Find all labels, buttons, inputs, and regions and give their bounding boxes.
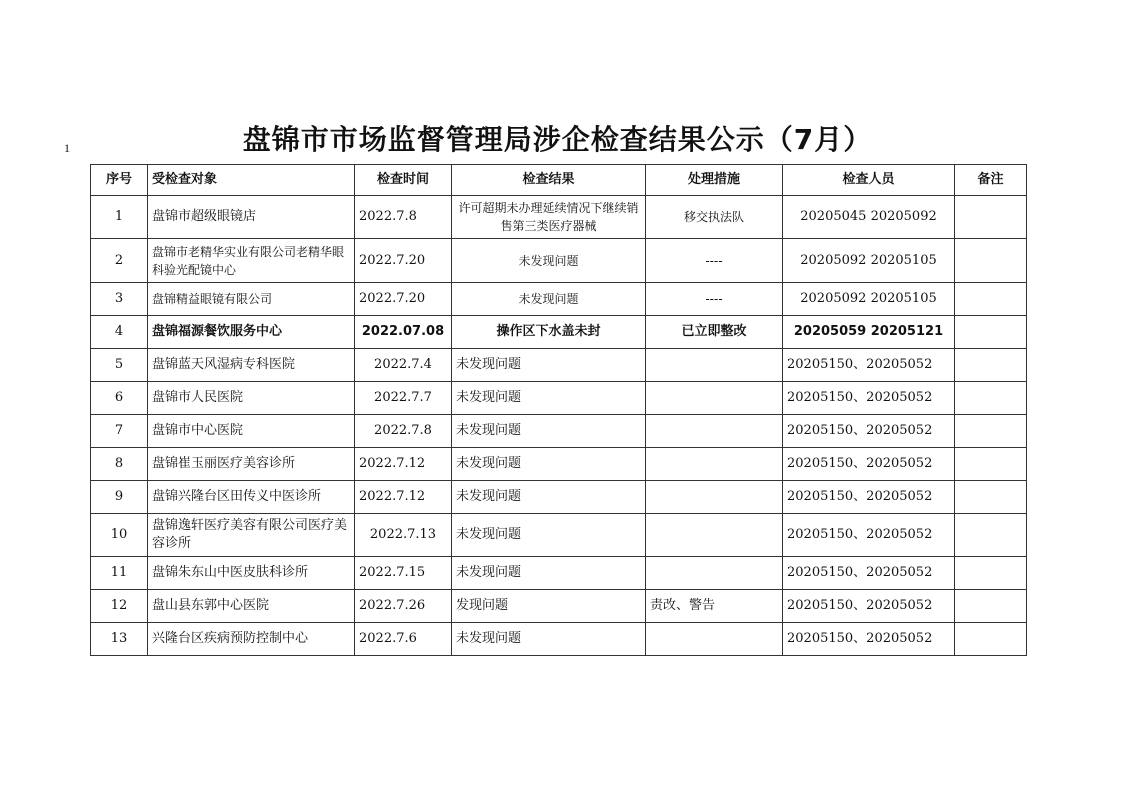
row-target: 盘锦市人民医院 — [148, 382, 355, 415]
row-inspectors: 20205150、20205052 — [783, 557, 955, 590]
row-result: 未发现问题 — [452, 623, 646, 656]
row-no: 5 — [91, 349, 148, 382]
row-target: 盘锦福源餐饮服务中心 — [148, 316, 355, 349]
row-date: 2022.7.4 — [355, 349, 452, 382]
row-no: 10 — [91, 514, 148, 557]
row-date: 2022.7.20 — [355, 283, 452, 316]
row-no: 13 — [91, 623, 148, 656]
row-note — [955, 557, 1027, 590]
row-result: 发现问题 — [452, 590, 646, 623]
row-note — [955, 316, 1027, 349]
table-row — [91, 415, 1027, 448]
row-date: 2022.7.13 — [355, 514, 452, 557]
row-target: 兴隆台区疾病预防控制中心 — [148, 623, 355, 656]
row-result: 未发现问题 — [452, 283, 646, 316]
row-no: 11 — [91, 557, 148, 590]
header-no: 序号 — [91, 165, 148, 196]
row-inspectors: 20205150、20205052 — [783, 590, 955, 623]
table-row — [91, 448, 1027, 481]
table-row — [91, 382, 1027, 415]
row-inspectors: 20205150、20205052 — [783, 514, 955, 557]
page-title: 盘锦市市场监督管理局涉企检查结果公示（7月） — [242, 123, 873, 156]
table-row — [91, 623, 1027, 656]
row-note — [955, 196, 1027, 239]
row-note — [955, 590, 1027, 623]
row-note — [955, 349, 1027, 382]
row-inspectors: 20205150、20205052 — [783, 382, 955, 415]
row-result: 未发现问题 — [452, 557, 646, 590]
row-target: 盘锦逸轩医疗美容有限公司医疗美容诊所 — [148, 514, 355, 557]
table-row — [91, 316, 1027, 349]
row-action — [646, 514, 783, 557]
row-inspectors: 20205150、20205052 — [783, 481, 955, 514]
header-note: 备注 — [955, 165, 1027, 196]
row-no: 7 — [91, 415, 148, 448]
row-result: 操作区下水盖未封 — [452, 316, 646, 349]
row-inspectors: 20205150、20205052 — [783, 448, 955, 481]
row-note — [955, 448, 1027, 481]
row-target: 盘锦兴隆台区田传义中医诊所 — [148, 481, 355, 514]
row-target: 盘锦蓝天风湿病专科医院 — [148, 349, 355, 382]
row-note — [955, 623, 1027, 656]
row-date: 2022.7.7 — [355, 382, 452, 415]
row-target: 盘锦精益眼镜有限公司 — [148, 283, 355, 316]
table-row — [91, 514, 1027, 557]
row-no: 2 — [91, 239, 148, 283]
row-inspectors: 20205092 20205105 — [783, 283, 955, 316]
row-action — [646, 623, 783, 656]
row-date: 2022.7.26 — [355, 590, 452, 623]
row-date: 2022.7.8 — [355, 196, 452, 239]
table-row — [91, 283, 1027, 316]
table-row — [91, 481, 1027, 514]
row-date: 2022.7.15 — [355, 557, 452, 590]
row-no: 12 — [91, 590, 148, 623]
row-result: 许可超期未办理延续情况下继续销售第三类医疗器械 — [452, 196, 646, 239]
row-no: 9 — [91, 481, 148, 514]
row-action: 责改、警告 — [646, 590, 783, 623]
row-no: 8 — [91, 448, 148, 481]
row-action — [646, 557, 783, 590]
row-no: 1 — [91, 196, 148, 239]
header-row — [91, 165, 1027, 196]
row-action: 移交执法队 — [646, 196, 783, 239]
row-note — [955, 481, 1027, 514]
row-target: 盘锦朱东山中医皮肤科诊所 — [148, 557, 355, 590]
table-row — [91, 590, 1027, 623]
row-result: 未发现问题 — [452, 514, 646, 557]
row-date: 2022.7.20 — [355, 239, 452, 283]
row-inspectors: 20205059 20205121 — [783, 316, 955, 349]
table-row — [91, 557, 1027, 590]
row-inspectors: 20205150、20205052 — [783, 623, 955, 656]
row-result: 未发现问题 — [452, 481, 646, 514]
inspection-results-table — [90, 164, 1027, 656]
row-action: ---- — [646, 283, 783, 316]
row-action — [646, 448, 783, 481]
row-result: 未发现问题 — [452, 415, 646, 448]
row-action — [646, 481, 783, 514]
row-result: 未发现问题 — [452, 239, 646, 283]
row-target: 盘锦崔玉丽医疗美容诊所 — [148, 448, 355, 481]
page-number: 1 — [64, 141, 70, 155]
row-target: 盘锦市老精华实业有限公司老精华眼科验光配镜中心 — [148, 239, 355, 283]
table-row — [91, 239, 1027, 283]
header-result: 检查结果 — [452, 165, 646, 196]
row-action: ---- — [646, 239, 783, 283]
row-target: 盘锦市超级眼镜店 — [148, 196, 355, 239]
row-date: 2022.7.12 — [355, 448, 452, 481]
row-result: 未发现问题 — [452, 448, 646, 481]
row-inspectors: 20205092 20205105 — [783, 239, 955, 283]
row-action — [646, 382, 783, 415]
table-row — [91, 196, 1027, 239]
row-note — [955, 415, 1027, 448]
row-action — [646, 415, 783, 448]
row-target: 盘山县东郭中心医院 — [148, 590, 355, 623]
row-date: 2022.07.08 — [355, 316, 452, 349]
row-result: 未发现问题 — [452, 382, 646, 415]
row-action: 已立即整改 — [646, 316, 783, 349]
row-no: 4 — [91, 316, 148, 349]
row-action — [646, 349, 783, 382]
row-target: 盘锦市中心医院 — [148, 415, 355, 448]
row-result: 未发现问题 — [452, 349, 646, 382]
header-inspectors: 检查人员 — [783, 165, 955, 196]
row-inspectors: 20205045 20205092 — [783, 196, 955, 239]
table-row — [91, 349, 1027, 382]
row-inspectors: 20205150、20205052 — [783, 415, 955, 448]
row-date: 2022.7.6 — [355, 623, 452, 656]
row-inspectors: 20205150、20205052 — [783, 349, 955, 382]
row-date: 2022.7.12 — [355, 481, 452, 514]
row-no: 6 — [91, 382, 148, 415]
row-note — [955, 514, 1027, 557]
header-date: 检查时间 — [355, 165, 452, 196]
row-note — [955, 283, 1027, 316]
header-action: 处理措施 — [646, 165, 783, 196]
row-note — [955, 382, 1027, 415]
row-note — [955, 239, 1027, 283]
header-target: 受检查对象 — [148, 165, 355, 196]
row-no: 3 — [91, 283, 148, 316]
row-date: 2022.7.8 — [355, 415, 452, 448]
